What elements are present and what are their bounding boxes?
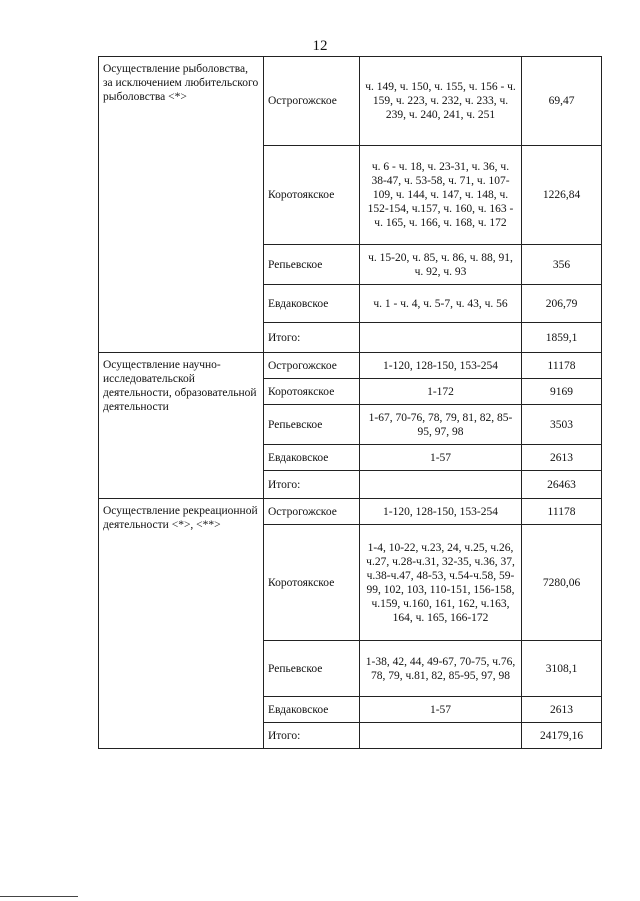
- blocks-cell: ч. 149, ч. 150, ч. 155, ч. 156 - ч. 159, ч. 223, ч. 232, ч. 233, ч. 239, ч. 240, 241, ч. 251: [360, 57, 522, 146]
- blocks-cell: 1-38, 42, 44, 49-67, 70-75, ч.76, 78, 79, ч.81, 82, 85-95, 97, 98: [360, 641, 522, 697]
- total-label: Итого:: [264, 471, 360, 499]
- blocks-cell: [360, 471, 522, 499]
- blocks-cell: [360, 323, 522, 353]
- activity-cell: Осуществление рыболовства, за исключением любительского рыболовства <*>: [99, 57, 264, 353]
- footnote-divider: [0, 896, 78, 897]
- forestry-cell: Евдаковское: [264, 285, 360, 323]
- page-number: 12: [312, 38, 328, 54]
- blocks-cell: 1-172: [360, 379, 522, 405]
- blocks-cell: 1-120, 128-150, 153-254: [360, 499, 522, 525]
- area-cell: 2613: [522, 445, 602, 471]
- forestry-cell: Коротоякское: [264, 525, 360, 641]
- forestry-cell: Репьевское: [264, 641, 360, 697]
- area-cell: 1226,84: [522, 146, 602, 245]
- area-cell: 356: [522, 245, 602, 285]
- forestry-cell: Острогожское: [264, 353, 360, 379]
- area-cell: 9169: [522, 379, 602, 405]
- blocks-cell: [360, 723, 522, 749]
- forestry-cell: Острогожское: [264, 499, 360, 525]
- area-cell: 11178: [522, 353, 602, 379]
- blocks-cell: 1-120, 128-150, 153-254: [360, 353, 522, 379]
- activity-cell: Осуществление рекреационной деятельности <*>, <**>: [99, 499, 264, 749]
- blocks-cell: ч. 1 - ч. 4, ч. 5-7, ч. 43, ч. 56: [360, 285, 522, 323]
- area-cell: 3503: [522, 405, 602, 445]
- area-cell: 206,79: [522, 285, 602, 323]
- forestry-cell: Острогожское: [264, 57, 360, 146]
- area-cell: 2613: [522, 697, 602, 723]
- forestry-cell: Репьевское: [264, 405, 360, 445]
- total-value: 1859,1: [522, 323, 602, 353]
- total-value: 26463: [522, 471, 602, 499]
- total-label: Итого:: [264, 723, 360, 749]
- blocks-cell: 1-4, 10-22, ч.23, 24, ч.25, ч.26, ч.27, ч.28-ч.31, 32-35, ч.36, 37, ч.38-ч.47, 48-53, ч.54-ч.58, 59-99, 102, 103, 110-151, 156-158, ч.159, ч.160, 161, 162, ч.163, 164, ч. 165, 166-172: [360, 525, 522, 641]
- area-cell: 7280,06: [522, 525, 602, 641]
- area-cell: 3108,1: [522, 641, 602, 697]
- table-row: [99, 353, 602, 379]
- blocks-cell: ч. 15-20, ч. 85, ч. 86, ч. 88, 91, ч. 92, ч. 93: [360, 245, 522, 285]
- forestry-cell: Евдаковское: [264, 445, 360, 471]
- forestry-cell: Евдаковское: [264, 697, 360, 723]
- table-row: [99, 499, 602, 525]
- forest-use-table: [98, 56, 602, 749]
- forestry-cell: Коротоякское: [264, 379, 360, 405]
- blocks-cell: 1-67, 70-76, 78, 79, 81, 82, 85-95, 97, 98: [360, 405, 522, 445]
- forestry-cell: Коротоякское: [264, 146, 360, 245]
- area-cell: 69,47: [522, 57, 602, 146]
- area-cell: 11178: [522, 499, 602, 525]
- activity-cell: Осуществление научно-исследовательской деятельности, образовательной деятельности: [99, 353, 264, 499]
- table-row: [99, 57, 602, 146]
- blocks-cell: 1-57: [360, 445, 522, 471]
- forestry-cell: Репьевское: [264, 245, 360, 285]
- blocks-cell: 1-57: [360, 697, 522, 723]
- total-label: Итого:: [264, 323, 360, 353]
- blocks-cell: ч. 6 - ч. 18, ч. 23-31, ч. 36, ч. 38-47, ч. 53-58, ч. 71, ч. 107-109, ч. 144, ч. 147, ч. 148, ч. 152-154, ч.157, ч. 160, ч. 163 - ч. 165, ч. 166, ч. 168, ч. 172: [360, 146, 522, 245]
- total-value: 24179,16: [522, 723, 602, 749]
